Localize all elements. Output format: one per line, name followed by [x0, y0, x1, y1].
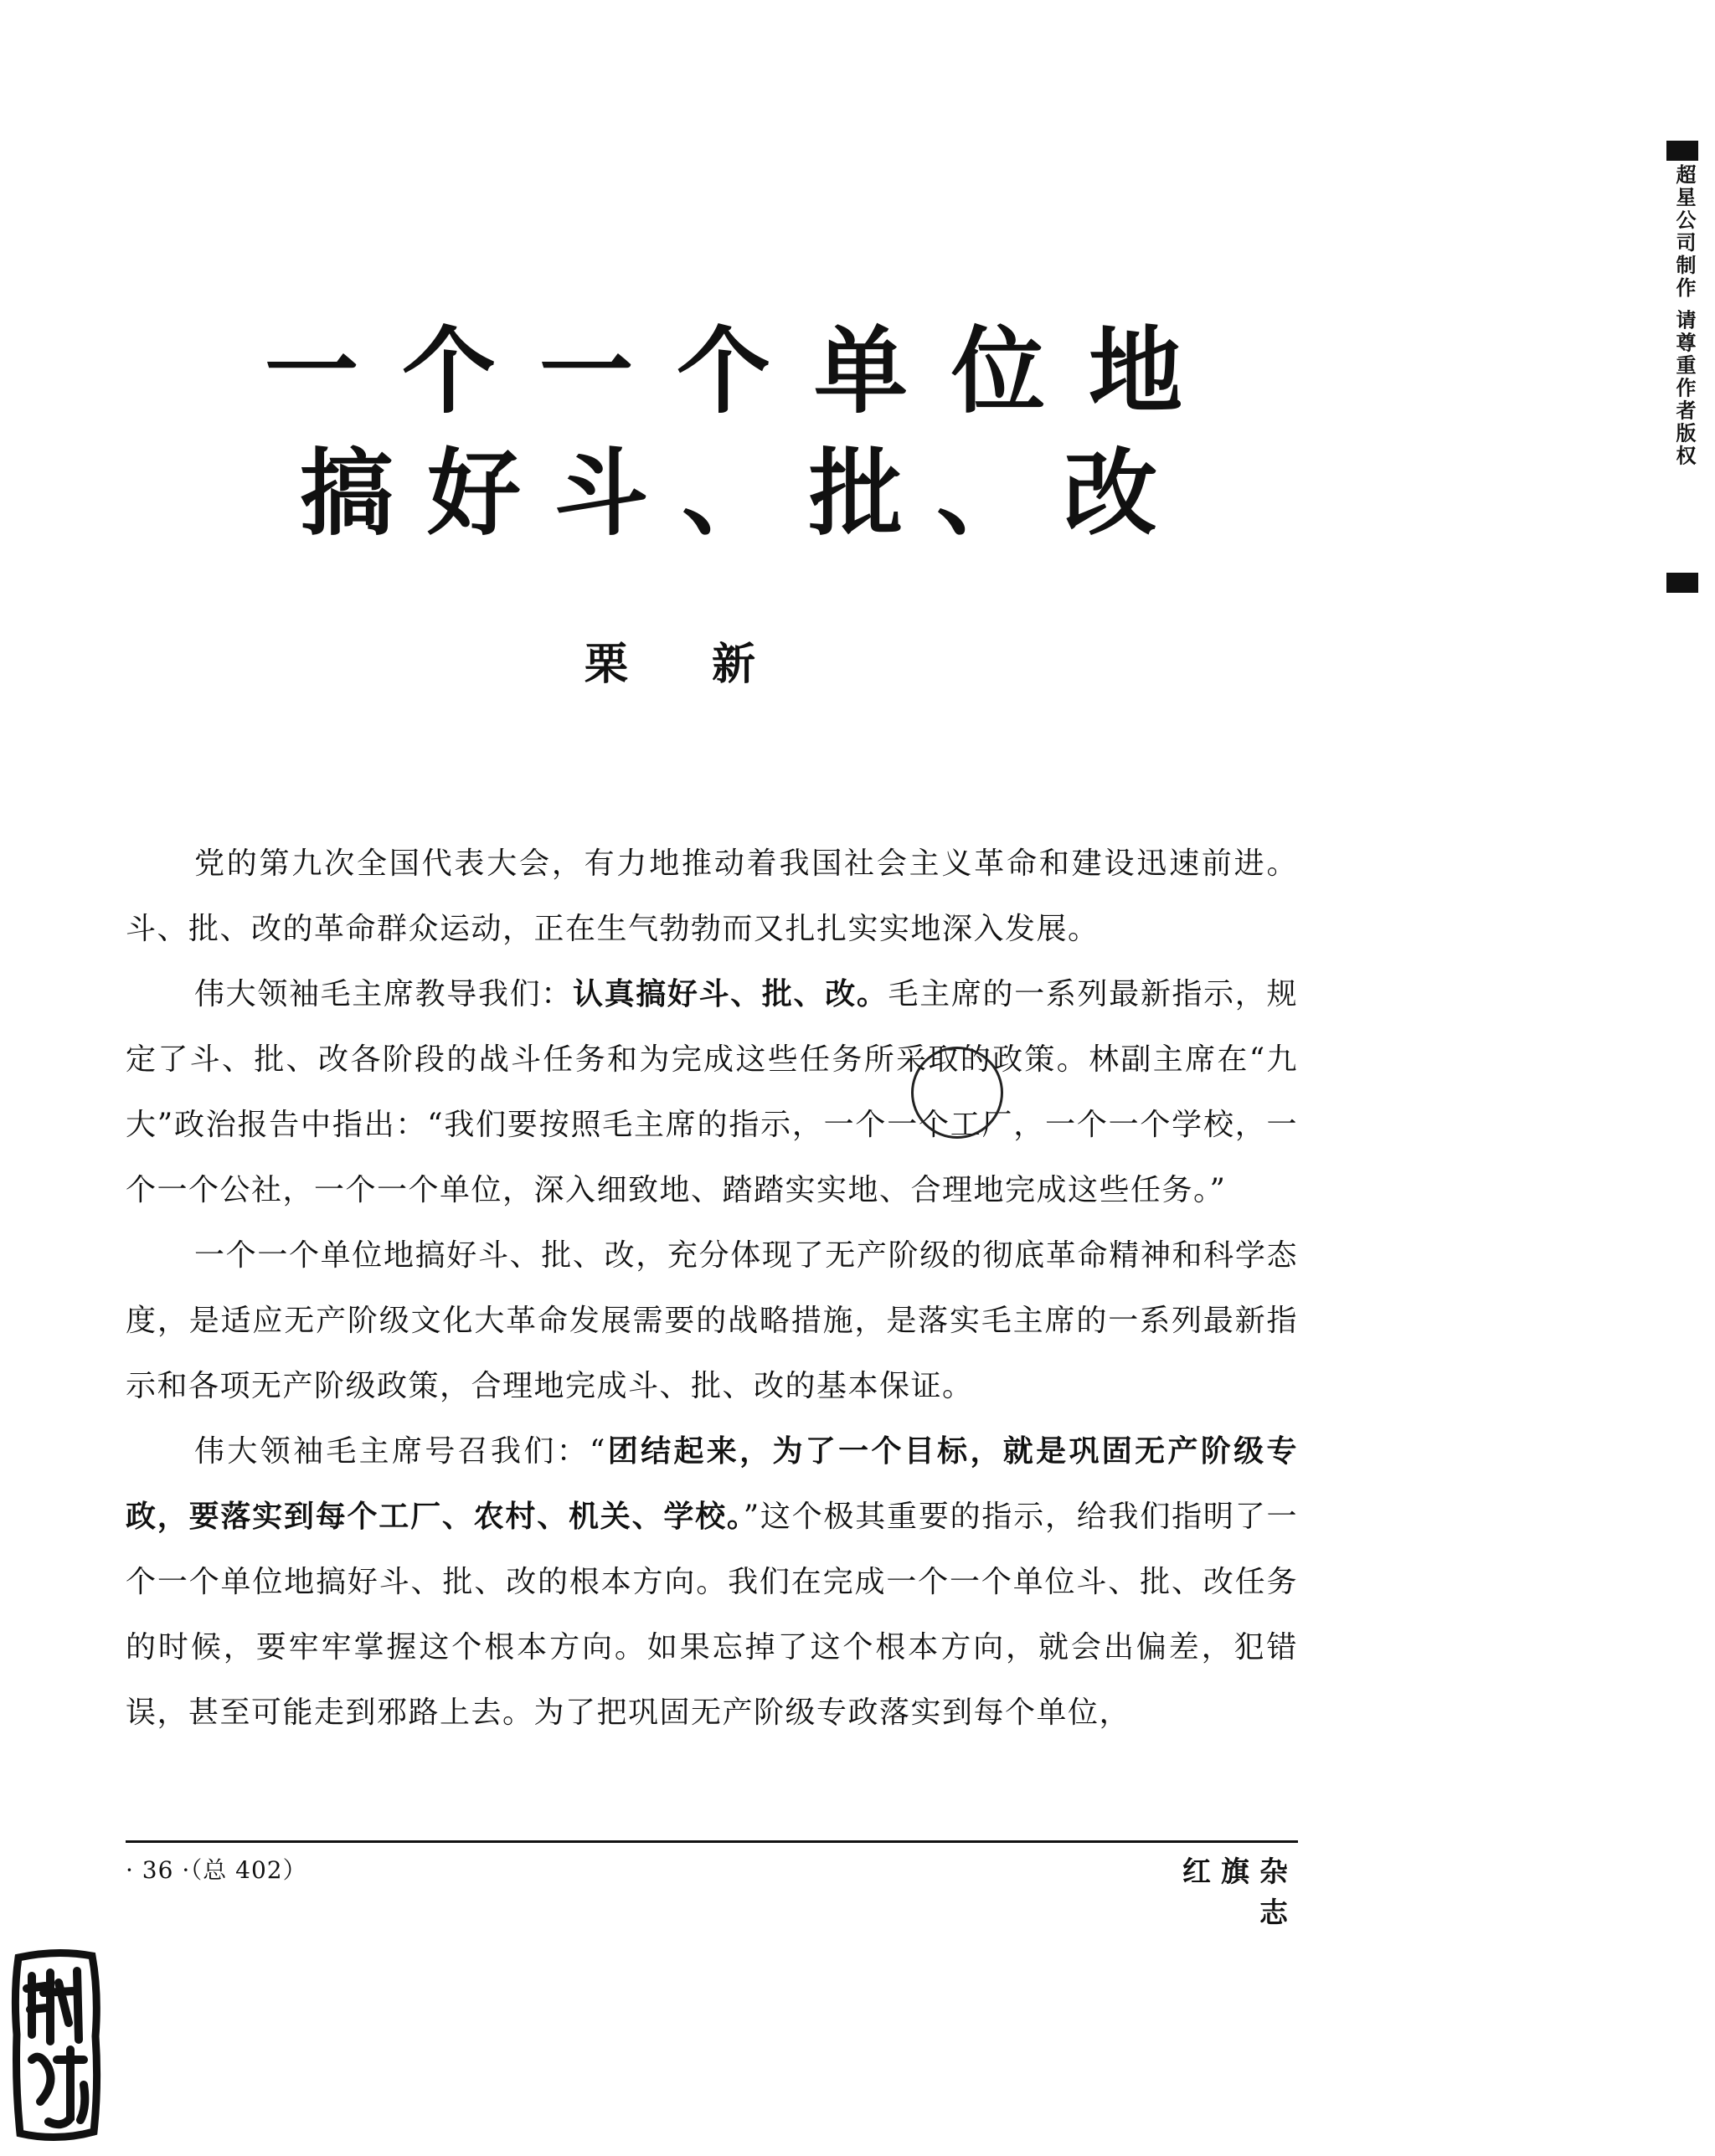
side-mark-text: 超星公司制作 请尊重作者版权 — [1672, 164, 1696, 468]
paragraph-2-lead: 伟大领袖毛主席教导我们： — [194, 977, 573, 1011]
author-name: 栗新 — [584, 639, 839, 690]
article-title-line-2: 搞好斗、批、改 — [300, 439, 1191, 548]
article-title-line-1: 一个一个单位地 — [265, 316, 1226, 426]
copyright-side-mark — [1666, 141, 1698, 610]
seal-stamp-icon — [7, 1942, 106, 2148]
ink-circle-mark — [911, 1047, 1003, 1139]
footer-rule — [126, 1840, 1298, 1843]
page-number: · 36 ·（总 402） — [126, 1856, 307, 1884]
paragraph-4 — [126, 1419, 1298, 1746]
paragraph-2-rest: 毛主席的一系列最新指示，规定了斗、批、改各阶段的战斗任务和为完成这些任务所采取的政策。林副主席在“九大”政治报告中指出：“我们要按照毛主席的指示，一个一个工厂，一个一个学校，一个一个公社，一个一个单位，深入细致地、踏踏实实地、合理地完成这些任务。” — [126, 977, 1298, 1207]
article-body — [126, 831, 1298, 1746]
paragraph-2-quote: 认真搞好斗、批、改。 — [572, 977, 888, 1011]
paragraph-4-quote: 团结起来，为了一个目标，就是巩固无产阶级专政，要落实到每个工厂、农村、机关、学校。 — [126, 1434, 1298, 1534]
side-mark-top-bar — [1666, 141, 1698, 161]
paragraph-4-rest: ”这个极其重要的指示，给我们指明了一个一个单位地搞好斗、批、改的根本方向。我们在完成一个一个单位斗、批、改任务的时候，要牢牢掌握这个根本方向。如果忘掉了这个根本方向，就会出偏差，犯错误，甚至可能走到邪路上去。为了把巩固无产阶级专政落实到每个单位， — [126, 1500, 1298, 1730]
side-mark-bottom-bar — [1666, 573, 1698, 593]
paragraph-1: 党的第九次全国代表大会，有力地推动着我国社会主义革命和建设迅速前进。斗、批、改的革命群众运动，正在生气勃勃而又扎扎实实地深入发展。 — [126, 846, 1298, 946]
journal-name: 红旗杂志 — [1182, 1855, 1298, 1930]
paragraph-3: 一个一个单位地搞好斗、批、改，充分体现了无产阶级的彻底革命精神和科学态度，是适应无产阶级文化大革命发展需要的战略措施，是落实毛主席的一系列最新指示和各项无产阶级政策，合理地完成斗、批、改的基本保证。 — [126, 1238, 1298, 1403]
paragraph-2 — [126, 962, 1298, 1223]
paragraph-4-lead: 伟大领袖毛主席号召我们：“ — [194, 1434, 606, 1469]
